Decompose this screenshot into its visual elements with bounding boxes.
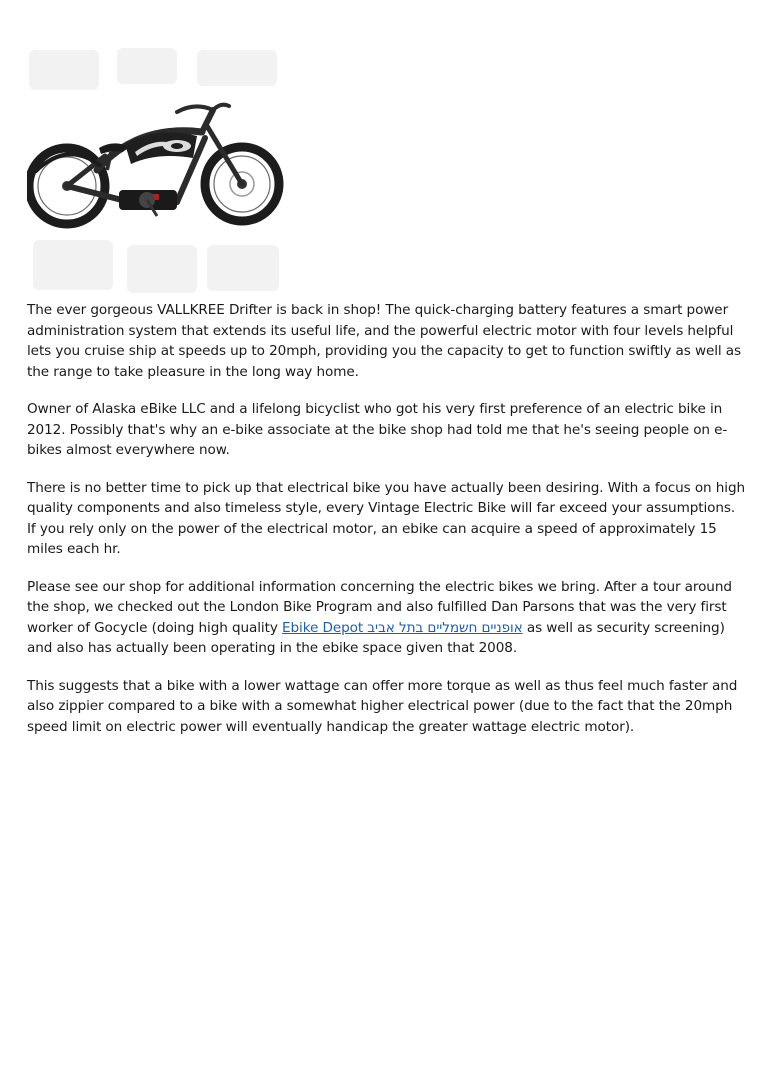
paragraph-4-before: Please see our shop for additional information concerning the electric bikes we bring. After a tour around the shop, we checked out the London Bike Program and also fulfilled Dan Parsons that was the very first worker of Gocycle (doing high quality — [27, 578, 732, 636]
paragraph-1: The ever gorgeous VALLKREE Drifter is back in shop! The quick-charging battery features a smart power administration system that extends its useful life, and the powerful electric motor with four levels helpful lets you cruise ship at speeds up to 20mph, providing you the capacity to get to function swiftly as well as the range to take pleasure in the long way home. — [27, 302, 742, 380]
article-body — [27, 300, 747, 754]
ebike-depot-link[interactable]: Ebike Depot אופניים חשמליים בתל אביב — [282, 619, 523, 636]
paragraph-4-after: as well as security screening) and also has actually been operating in the ebike space given that 2008. — [27, 619, 725, 656]
bike-image — [27, 40, 285, 302]
paragraph-5: This suggests that a bike with a lower wattage can offer more torque as well as thus feel much faster and also zippier compared to a bike with a somewhat higher electrical power (due to the fact that the 20mph speed limit on electric power will eventually handicap the greater wattage electric motor). — [27, 677, 738, 735]
paragraph-3: There is no better time to pick up that electrical bike you have actually been desiring. With a focus on high quality components and also timeless style, every Vintage Electric Bike will far exceed your assumptions. If you rely only on the power of the electrical motor, an ebike can acquire a speed of approximately 15 miles each hr. — [27, 479, 746, 557]
paragraph-2: Owner of Alaska eBike LLC and a lifelong bicyclist who got his very first preference of an electric bike in 2012. Possibly that's why an e-bike associate at the bike shop had told me that he's seeing people on e-bikes almost everywhere now. — [27, 401, 728, 458]
paragraph-4 — [27, 577, 747, 659]
